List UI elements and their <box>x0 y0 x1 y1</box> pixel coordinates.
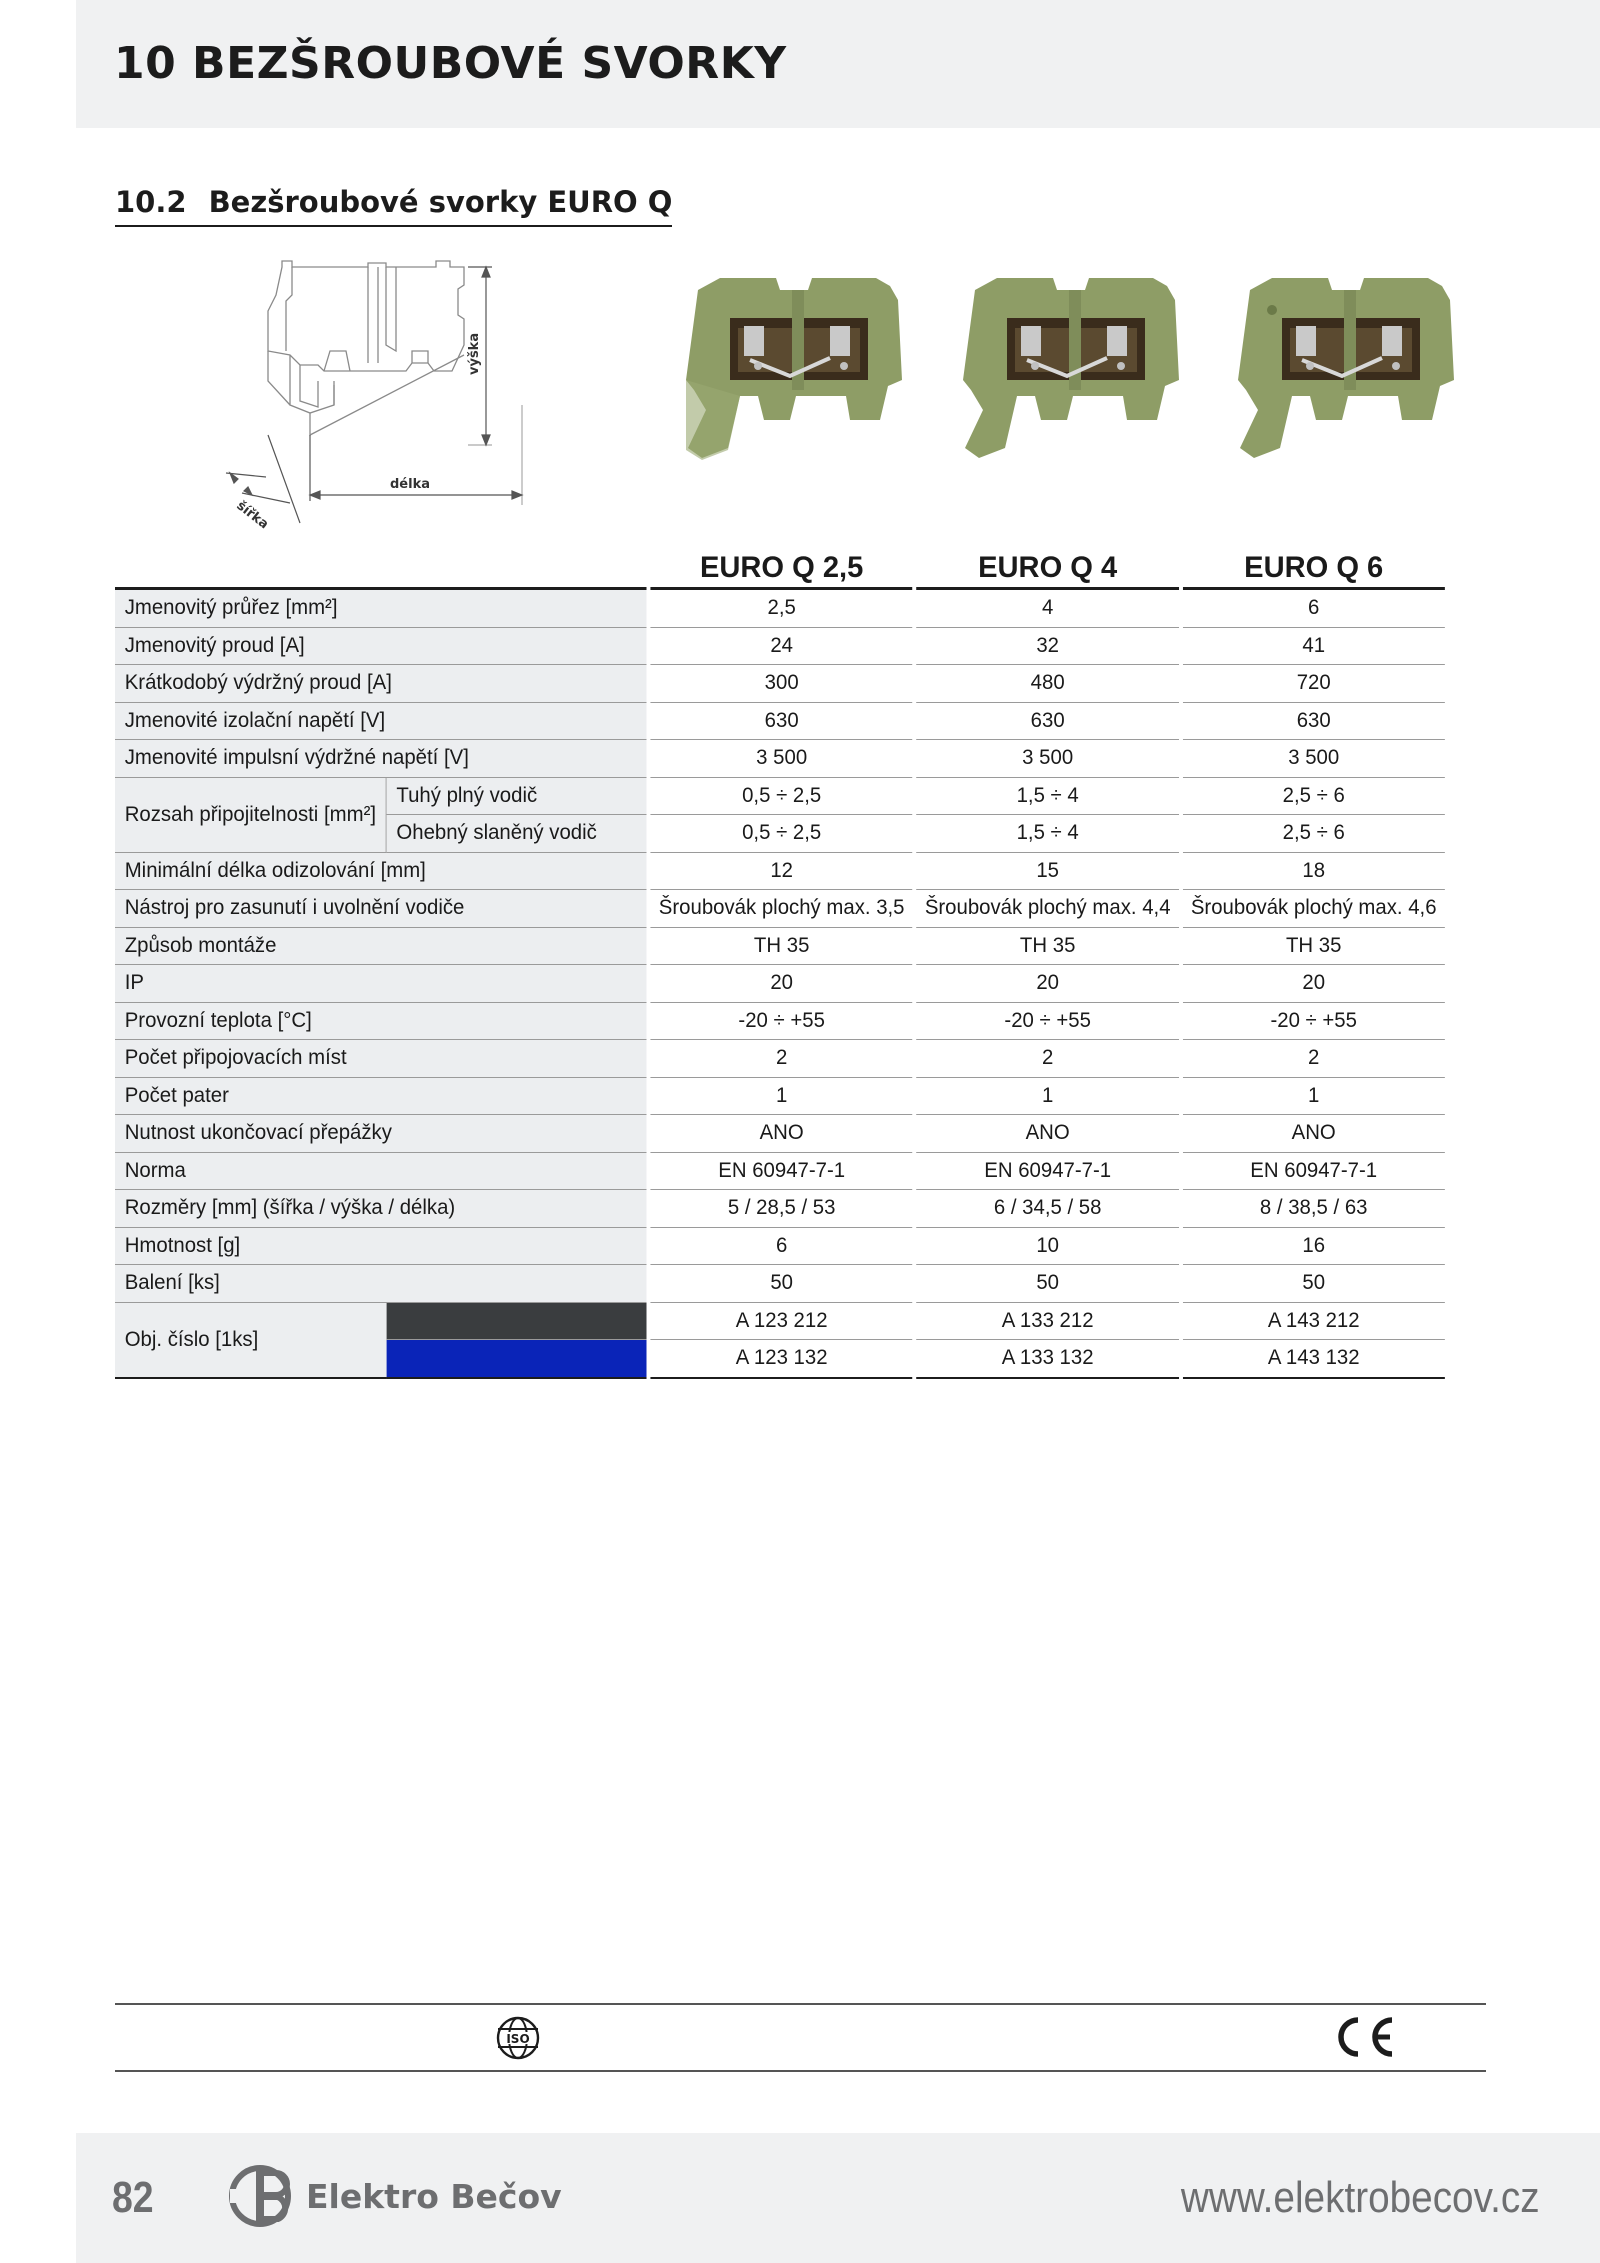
row-label: Jmenovitý průřez [mm²] <box>115 590 647 628</box>
table-row <box>115 965 1445 1003</box>
width-label: šířka <box>233 498 272 533</box>
cell: 1 <box>1183 1078 1445 1116</box>
sub-row-label: Tuhý plný vodič <box>387 778 647 816</box>
cell: 630 <box>1183 703 1445 741</box>
cell: 12 <box>651 853 913 891</box>
cell: -20 ÷ +55 <box>1183 1003 1445 1041</box>
column-header: EURO Q 6 <box>1183 543 1445 590</box>
page-number: 82 <box>112 2173 154 2222</box>
section-number: 10.2 <box>115 185 187 219</box>
cell: TH 35 <box>917 928 1179 966</box>
cell: 18 <box>1183 853 1445 891</box>
cell: 1 <box>651 1078 913 1116</box>
brand-name: Elektro Bečov <box>306 2177 562 2216</box>
cell: 4 <box>917 590 1179 628</box>
ce-mark-icon <box>1328 2014 1396 2060</box>
color-swatch-dark-gray <box>387 1303 647 1341</box>
table-row <box>115 1040 1445 1078</box>
row-label: IP <box>115 965 647 1003</box>
cell: 41 <box>1183 628 1445 666</box>
product-image-euro-q-6 <box>1232 270 1467 495</box>
row-label: Nutnost ukončovací přepážky <box>115 1115 647 1153</box>
cell: 5 / 28,5 / 53 <box>651 1190 913 1228</box>
column-header: EURO Q 2,5 <box>651 543 913 590</box>
cell: A 143 212 <box>1183 1303 1445 1341</box>
cell: A 123 212 <box>651 1303 913 1341</box>
cell: 630 <box>651 703 913 741</box>
cell: EN 60947-7-1 <box>917 1153 1179 1191</box>
length-label: délka <box>390 477 430 492</box>
cell: EN 60947-7-1 <box>651 1153 913 1191</box>
cell: A 133 132 <box>917 1340 1179 1379</box>
sub-row-label: Ohebný slaněný vodič <box>387 815 647 853</box>
section-title <box>115 185 672 227</box>
cell: 20 <box>917 965 1179 1003</box>
section-name: Bezšroubové svorky EURO Q <box>208 185 673 219</box>
table-row <box>115 1265 1445 1303</box>
table-row <box>115 1115 1445 1153</box>
table-row <box>115 1303 1445 1341</box>
cell: 24 <box>651 628 913 666</box>
cell: 2 <box>651 1040 913 1078</box>
footer-band <box>76 2133 1600 2263</box>
row-label: Způsob montáže <box>115 928 647 966</box>
cell: 3 500 <box>917 740 1179 778</box>
cell: 300 <box>651 665 913 703</box>
table-row <box>115 1153 1445 1191</box>
height-label: výška <box>467 332 482 375</box>
table-row <box>115 628 1445 666</box>
cell: 2,5 <box>651 590 913 628</box>
row-label: Obj. číslo [1ks] <box>115 1303 387 1379</box>
table-row <box>115 928 1445 966</box>
chapter-title: 10 BEZŠROUBOVÉ SVORKY <box>114 38 787 89</box>
color-swatch-blue <box>387 1340 647 1379</box>
cell: A 123 132 <box>651 1340 913 1379</box>
dimension-diagram <box>200 255 570 535</box>
cell: 1 <box>917 1078 1179 1116</box>
table-row <box>115 1003 1445 1041</box>
table-row <box>115 853 1445 891</box>
cell: 15 <box>917 853 1179 891</box>
website-url: www.elektrobecov.cz <box>1181 2173 1540 2222</box>
iso-text: ISO <box>506 2032 530 2046</box>
table-row <box>115 890 1445 928</box>
cell: 8 / 38,5 / 63 <box>1183 1190 1445 1228</box>
cell: 480 <box>917 665 1179 703</box>
row-label: Jmenovité impulsní výdržné napětí [V] <box>115 740 647 778</box>
row-label: Krátkodobý výdržný proud [A] <box>115 665 647 703</box>
cell: 2 <box>917 1040 1179 1078</box>
table-row <box>115 1228 1445 1266</box>
row-label: Hmotnost [g] <box>115 1228 647 1266</box>
cell: 10 <box>917 1228 1179 1266</box>
row-label: Provozní teplota [°C] <box>115 1003 647 1041</box>
cell: ANO <box>651 1115 913 1153</box>
cell: A 133 212 <box>917 1303 1179 1341</box>
column-header: EURO Q 4 <box>917 543 1179 590</box>
table-row <box>115 703 1445 741</box>
cell: A 143 132 <box>1183 1340 1445 1379</box>
cell: 50 <box>651 1265 913 1303</box>
cell: 1,5 ÷ 4 <box>917 815 1179 853</box>
cell: ANO <box>1183 1115 1445 1153</box>
row-label: Rozměry [mm] (šířka / výška / délka) <box>115 1190 647 1228</box>
row-label: Jmenovité izolační napětí [V] <box>115 703 647 741</box>
cert-divider-bottom <box>115 2070 1486 2072</box>
product-image-euro-q-2-5 <box>680 270 915 495</box>
cell: Šroubovák plochý max. 4,4 <box>917 890 1179 928</box>
brand-logo <box>226 2161 616 2231</box>
cell: ANO <box>917 1115 1179 1153</box>
table-row <box>115 740 1445 778</box>
cell: 20 <box>651 965 913 1003</box>
cert-divider-top <box>115 2003 1486 2005</box>
spec-table <box>115 543 1445 1379</box>
cell: 1,5 ÷ 4 <box>917 778 1179 816</box>
cell: 2,5 ÷ 6 <box>1183 778 1445 816</box>
cell: 6 <box>651 1228 913 1266</box>
row-label: Norma <box>115 1153 647 1191</box>
table-row <box>115 665 1445 703</box>
cell: 32 <box>917 628 1179 666</box>
cell: Šroubovák plochý max. 4,6 <box>1183 890 1445 928</box>
cell: 2 <box>1183 1040 1445 1078</box>
cell: 720 <box>1183 665 1445 703</box>
cell: TH 35 <box>651 928 913 966</box>
row-label: Nástroj pro zasunutí i uvolnění vodiče <box>115 890 647 928</box>
cell: 3 500 <box>1183 740 1445 778</box>
cell: EN 60947-7-1 <box>1183 1153 1445 1191</box>
cell: 16 <box>1183 1228 1445 1266</box>
cell: 3 500 <box>651 740 913 778</box>
cell: -20 ÷ +55 <box>917 1003 1179 1041</box>
cell: TH 35 <box>1183 928 1445 966</box>
row-label: Rozsah připojitelnosti [mm²] <box>115 778 387 853</box>
cell: 20 <box>1183 965 1445 1003</box>
table-header-row <box>115 543 1445 590</box>
table-row <box>115 1190 1445 1228</box>
cell: -20 ÷ +55 <box>651 1003 913 1041</box>
cell: 630 <box>917 703 1179 741</box>
row-label: Minimální délka odizolování [mm] <box>115 853 647 891</box>
header-blank <box>115 543 647 590</box>
cell: 2,5 ÷ 6 <box>1183 815 1445 853</box>
cell: 0,5 ÷ 2,5 <box>651 815 913 853</box>
iso-globe-icon <box>495 2015 541 2061</box>
cell: Šroubovák plochý max. 3,5 <box>651 890 913 928</box>
row-label: Počet připojovacích míst <box>115 1040 647 1078</box>
row-label: Balení [ks] <box>115 1265 647 1303</box>
table-row <box>115 778 1445 816</box>
cell: 50 <box>1183 1265 1445 1303</box>
table-row <box>115 1078 1445 1116</box>
row-label: Počet pater <box>115 1078 647 1116</box>
cell: 6 / 34,5 / 58 <box>917 1190 1179 1228</box>
cell: 0,5 ÷ 2,5 <box>651 778 913 816</box>
product-image-euro-q-4 <box>957 270 1192 495</box>
row-label: Jmenovitý proud [A] <box>115 628 647 666</box>
cell: 6 <box>1183 590 1445 628</box>
header-band <box>76 0 1600 128</box>
cell: 50 <box>917 1265 1179 1303</box>
table-row <box>115 590 1445 628</box>
